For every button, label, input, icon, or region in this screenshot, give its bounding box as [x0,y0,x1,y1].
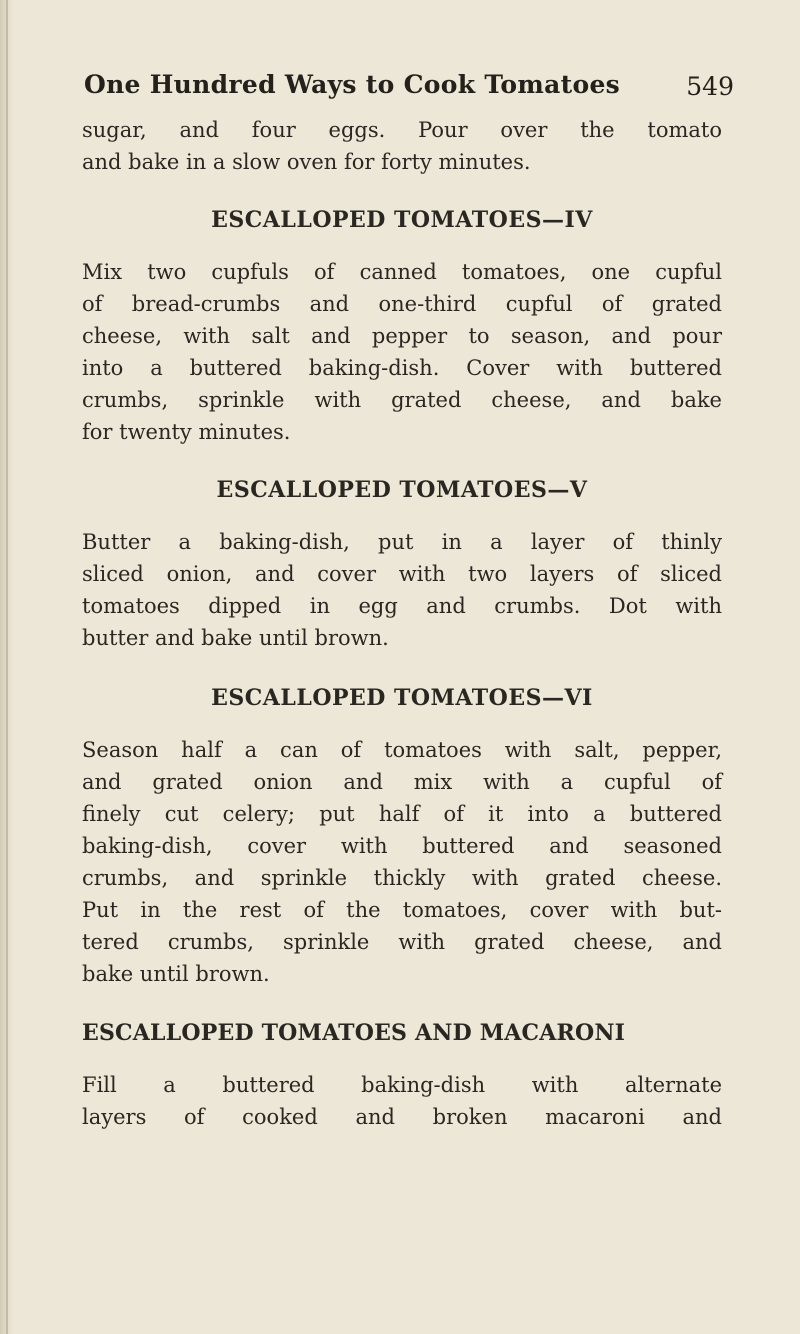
text-line: Fill a buttered baking-dish with alternate [82,1073,722,1097]
page-binding-line [6,0,8,1334]
running-head-title: One Hundred Ways to Cook Tomatoes [84,70,621,99]
text-line: sliced onion, and cover with two layers of sliced [82,562,722,586]
text-line: bake until brown. [82,962,270,986]
text-line: layers of cooked and broken macaroni and [82,1105,722,1129]
text-line: crumbs, and sprinkle thickly with grated cheese. [82,866,722,890]
recipe-paragraph [82,1069,722,1133]
text-line: Mix two cupfuls of canned tomatoes, one cupful [82,260,722,284]
page-number: 549 [686,72,734,101]
text-line: Season half a can of tomatoes with salt, pepper, [82,738,722,762]
text-line: butter and bake until brown. [82,626,389,650]
recipe-paragraph [82,734,722,990]
text-line: sugar, and four eggs. Pour over the tomato [82,118,722,142]
text-line: for twenty minutes. [82,420,291,444]
book-page [82,62,734,1133]
text-line: baking-dish, cover with buttered and seasoned [82,834,722,858]
text-line: into a buttered baking-dish. Cover with buttered [82,356,722,380]
text-line: and grated onion and mix with a cupful of [82,770,722,794]
recipe-paragraph [82,526,722,654]
recipe-paragraph [82,256,722,448]
recipe-heading: ESCALLOPED TOMATOES—V [216,477,588,503]
text-line: and bake in a slow oven for forty minutes. [82,150,531,174]
text-line: cheese, with salt and pepper to season, and pour [82,324,722,348]
text-line: finely cut celery; put half of it into a buttered [82,802,722,826]
text-line: tered crumbs, sprinkle with grated cheese, and [82,930,722,954]
continuation-paragraph [82,114,722,178]
recipe-heading: ESCALLOPED TOMATOES AND MACARONI [82,1020,626,1046]
recipe-heading: ESCALLOPED TOMATOES—VI [211,685,593,711]
text-line: Put in the rest of the tomatoes, cover with but- [82,898,722,922]
running-head [82,62,734,114]
recipe-heading: ESCALLOPED TOMATOES—IV [211,207,593,233]
text-line: of bread-crumbs and one-third cupful of grated [82,292,722,316]
text-line: tomatoes dipped in egg and crumbs. Dot with [82,594,722,618]
text-line: crumbs, sprinkle with grated cheese, and bake [82,388,722,412]
text-line: Butter a baking-dish, put in a layer of thinly [82,530,722,554]
